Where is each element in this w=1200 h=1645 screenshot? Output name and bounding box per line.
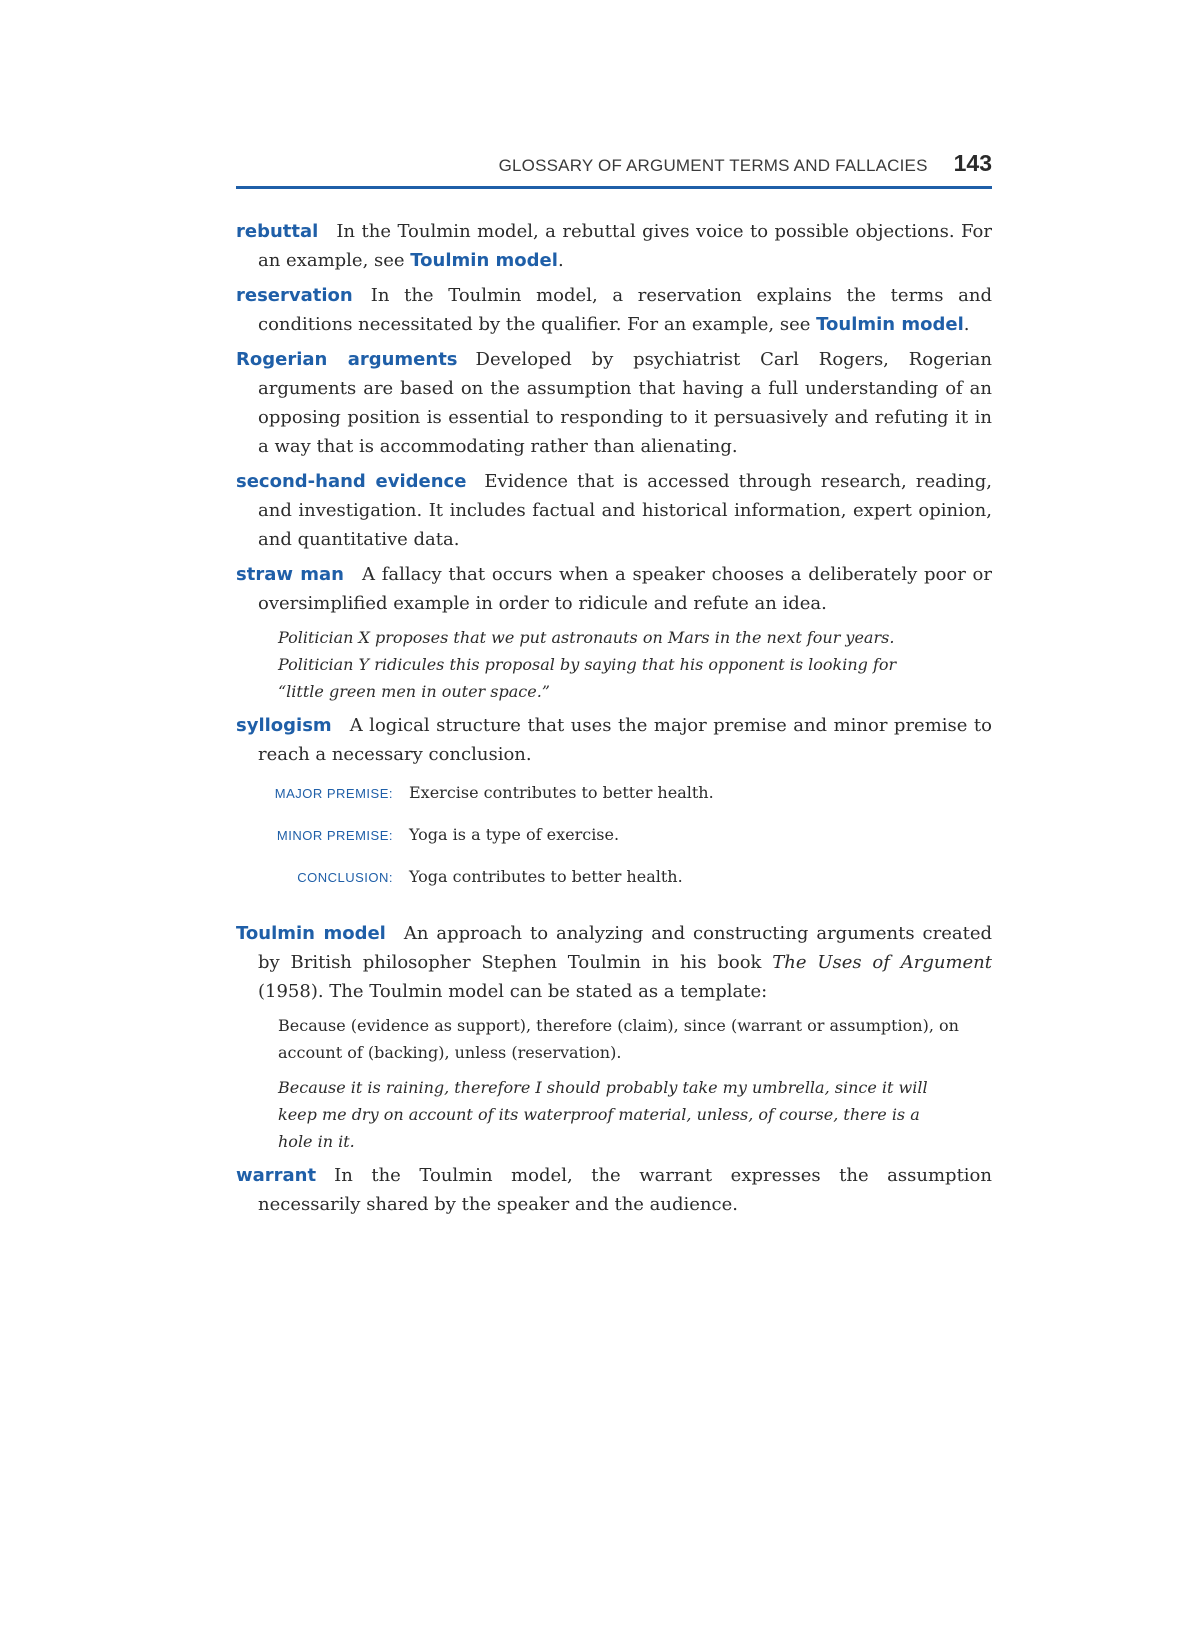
term-rogerian-arguments: Rogerian arguments [236, 349, 458, 370]
term-toulmin-model: Toulmin model [236, 923, 386, 944]
syllogism-row-conclusion [236, 867, 992, 909]
entry-second-hand-evidence [236, 467, 992, 554]
syllogism-table [236, 783, 992, 909]
syllogism-row-minor [236, 825, 992, 867]
term-syllogism: syllogism [236, 715, 332, 736]
term-straw-man: straw man [236, 564, 344, 585]
syllogism-label: MINOR PREMISE: [276, 828, 393, 843]
example-straw-man: Politician X proposes that we put astronauts on Mars in the next four years. Politician Y ridicules this proposal by saying that his opponent is looking for “little green men in outer space.” [278, 628, 897, 701]
page-number: 143 [953, 150, 992, 176]
running-head-title: GLOSSARY OF ARGUMENT TERMS AND FALLACIES [498, 156, 928, 175]
example-toulmin-model: Because it is raining, therefore I should probably take my umbrella, since it will keep me dry on account of its waterproof material, unless, of course, there is a hole in it. [278, 1078, 928, 1151]
syllogism-row-major [236, 783, 992, 825]
term-reservation: reservation [236, 285, 353, 306]
term-second-hand-evidence: second-hand evidence [236, 471, 467, 492]
entry-straw-man [236, 560, 992, 618]
syllogism-text: Yoga is a type of exercise. [409, 825, 620, 844]
def-rogerian-arguments: Developed by psychiatrist Carl Rogers, Rogerian arguments are based on the assumption that having a full understanding of an opposing position is essential to responding to it persuasively and refuting it in a way that is accommodating rather than alienating. [258, 349, 992, 457]
syllogism-label: CONCLUSION: [297, 870, 393, 885]
entry-rebuttal [236, 217, 992, 275]
def-syllogism: A logical structure that uses the major premise and minor premise to reach a necessary conclusion. [258, 715, 992, 765]
toulmin-template: Because (evidence as support), therefore (claim), since (warrant or assumption), on account of (backing), unless (reservation). [278, 1016, 959, 1062]
entry-warrant [236, 1161, 992, 1219]
def-reservation-end: . [963, 314, 970, 335]
entry-rogerian-arguments [236, 345, 992, 461]
def-warrant: In the Toulmin model, the warrant expresses the assumption necessarily shared by the speaker and the audience. [258, 1165, 992, 1215]
entry-syllogism [236, 711, 992, 769]
def-toulmin-model-a: An approach to analyzing and constructing arguments created by British philosopher Stephen Toulmin in his book [258, 923, 992, 973]
syllogism-text: Exercise contributes to better health. [409, 783, 714, 802]
running-head [236, 150, 992, 189]
syllogism-label: MAJOR PREMISE: [274, 786, 393, 801]
xref-toulmin-model-link[interactable]: Toulmin model [816, 314, 964, 335]
glossary-page [236, 150, 992, 1225]
def-rebuttal: In the Toulmin model, a rebuttal gives voice to possible objections. For an example, see [258, 221, 992, 271]
def-second-hand-evidence: Evidence that is accessed through research, reading, and investigation. It includes factual and historical information, expert opinion, and quantitative data. [258, 471, 993, 550]
def-reservation: In the Toulmin model, a reservation explains the terms and conditions necessitated by the qualifier. For an example, see [258, 285, 992, 335]
book-title: The Uses of Argument [772, 952, 992, 973]
term-warrant: warrant [236, 1165, 317, 1186]
def-rebuttal-end: . [557, 250, 564, 271]
entry-toulmin-model [236, 919, 992, 1006]
entry-reservation [236, 281, 992, 339]
term-rebuttal: rebuttal [236, 221, 319, 242]
xref-toulmin-model-link[interactable]: Toulmin model [410, 250, 558, 271]
syllogism-text: Yoga contributes to better health. [409, 867, 683, 886]
def-toulmin-model-b: (1958). The Toulmin model can be stated as a template: [258, 981, 768, 1002]
glossary-entries [236, 217, 992, 1219]
def-straw-man: A fallacy that occurs when a speaker chooses a deliberately poor or oversimplified example in order to ridicule and refute an idea. [258, 564, 992, 614]
